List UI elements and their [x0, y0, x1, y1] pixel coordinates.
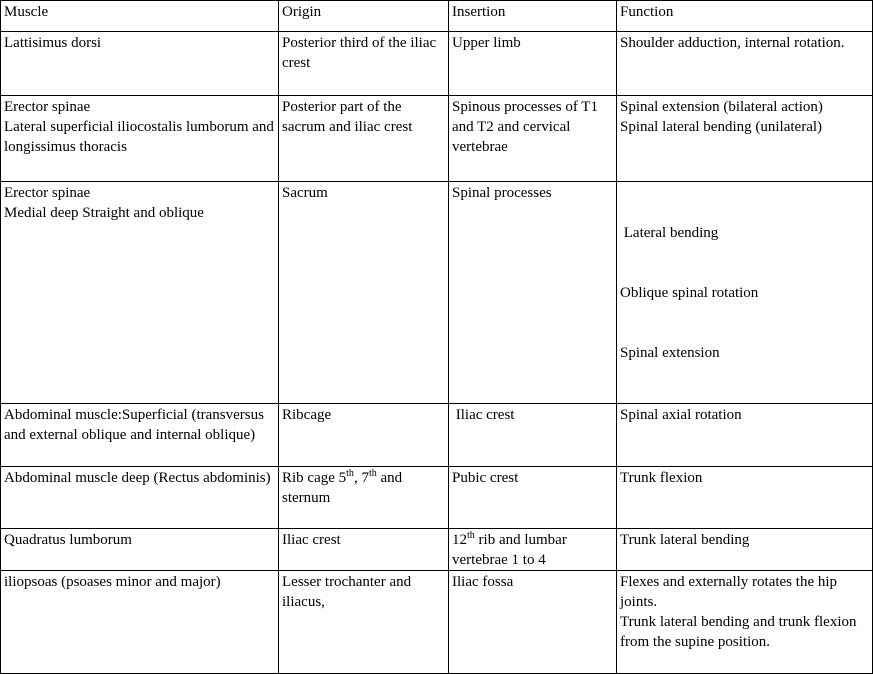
cell-line: Lattisimus dorsi	[4, 35, 102, 51]
cell-line: Erector spinae	[4, 99, 91, 115]
origin-cell	[279, 96, 449, 182]
cell-line: Trunk lateral bending and trunk flexion from the supine position.	[620, 614, 857, 650]
cell-line: Iliac fossa	[452, 574, 514, 590]
cell-line: Trunk flexion	[620, 470, 703, 486]
superscript: th	[368, 468, 377, 479]
cell-line: Spinal lateral bending (unilateral)	[620, 119, 823, 135]
function-cell	[617, 467, 873, 529]
cell-line: Upper limb	[452, 35, 521, 51]
insertion-cell	[449, 571, 617, 674]
cell-line: Spinal extension (bilateral action)	[620, 99, 823, 115]
origin-cell	[279, 32, 449, 96]
cell-line: Iliac crest	[282, 532, 341, 548]
cell-line: Spinal axial rotation	[620, 407, 742, 423]
cell-text: and sternum	[282, 470, 403, 506]
function-cell	[617, 529, 873, 571]
cell-line: Trunk lateral bending	[620, 532, 750, 548]
function-cell	[617, 404, 873, 467]
header-cell-origin: Origin	[279, 1, 449, 32]
origin-cell	[279, 529, 449, 571]
cell-line: Posterior third of the iliac crest	[282, 35, 437, 71]
muscle-cell	[1, 404, 279, 467]
origin-cell	[279, 467, 449, 529]
insertion-cell	[449, 467, 617, 529]
cell-line: Lateral superficial iliocostalis lumborum and longissimus thoracis	[4, 119, 274, 155]
cell-text: 12	[452, 532, 467, 548]
cell-line: Sacrum	[282, 185, 328, 201]
function-cell	[617, 182, 873, 404]
function-cell	[617, 32, 873, 96]
origin-cell	[279, 404, 449, 467]
cell-line: Lateral bending	[620, 225, 719, 241]
cell-line: Shoulder adduction, internal rotation.	[620, 35, 845, 51]
cell-line: Oblique spinal rotation	[620, 285, 759, 301]
origin-cell	[279, 571, 449, 674]
insertion-cell	[449, 404, 617, 467]
table-row	[1, 182, 873, 404]
muscle-cell	[1, 96, 279, 182]
function-cell	[617, 571, 873, 674]
muscle-cell	[1, 182, 279, 404]
muscle-cell	[1, 529, 279, 571]
insertion-cell	[449, 182, 617, 404]
table-row	[1, 404, 873, 467]
superscript: th	[346, 468, 354, 479]
header-cell-muscle: Muscle	[1, 1, 279, 32]
cell-line: Spinal processes	[452, 185, 552, 201]
cell-line: Spinal extension	[620, 345, 720, 361]
cell-line: Spinous processes of T1 and T2 and cervical vertebrae	[452, 99, 598, 155]
table-row	[1, 32, 873, 96]
origin-cell	[279, 182, 449, 404]
table-row	[1, 96, 873, 182]
cell-text: , 7	[353, 470, 369, 486]
header-row	[1, 1, 873, 32]
muscle-cell	[1, 467, 279, 529]
cell-line: Ribcage	[282, 407, 332, 423]
cell-text: Rib cage 5	[282, 470, 347, 486]
cell-line: iliopsoas (psoases minor and major)	[4, 574, 221, 590]
cell-line: Medial deep Straight and oblique	[4, 205, 204, 221]
table-row	[1, 571, 873, 674]
cell-line: Erector spinae	[4, 185, 91, 201]
muscle-cell	[1, 571, 279, 674]
cell-line: Abdominal muscle:Superficial (transversus and external oblique and internal oblique)	[4, 407, 264, 443]
cell-line: Iliac crest	[452, 407, 515, 423]
cell-line: Abdominal muscle deep (Rectus abdominis)	[4, 470, 271, 486]
insertion-cell	[449, 529, 617, 571]
cell-line: Pubic crest	[452, 470, 519, 486]
header-cell-insertion: Insertion	[449, 1, 617, 32]
cell-line: Posterior part of the sacrum and iliac crest	[282, 99, 413, 135]
cell-line: Quadratus lumborum	[4, 532, 132, 548]
cell-line: Lesser trochanter and iliacus,	[282, 574, 412, 610]
cell-text: rib and lumbar vertebrae 1 to 4	[452, 532, 567, 568]
function-cell	[617, 96, 873, 182]
table-row	[1, 467, 873, 529]
muscle-cell	[1, 32, 279, 96]
cell-line: Flexes and externally rotates the hip joints.	[620, 574, 838, 610]
insertion-cell	[449, 32, 617, 96]
superscript: th	[467, 530, 475, 541]
insertion-cell	[449, 96, 617, 182]
header-cell-function: Function	[617, 1, 873, 32]
table-row	[1, 529, 873, 571]
